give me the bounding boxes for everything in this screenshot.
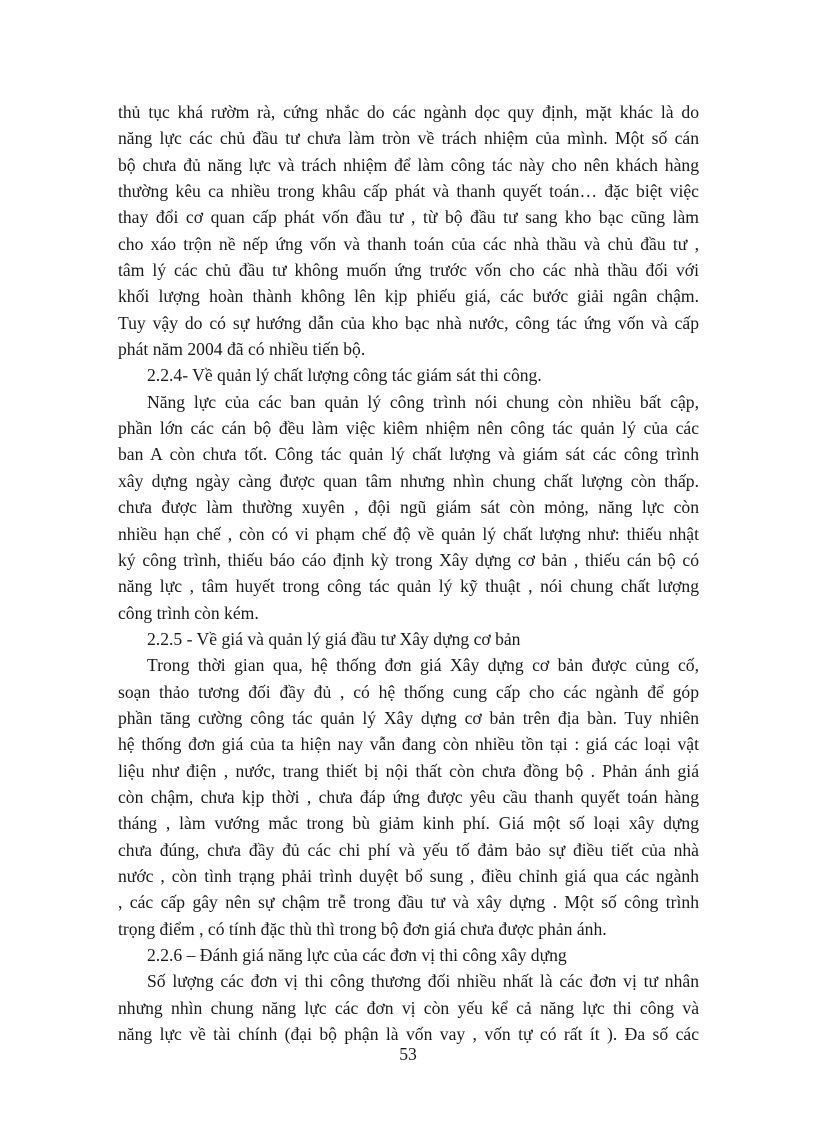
text-line: thủ tục khá rườm rà, cứng nhắc do các ngành dọc quy định, mặt khác là do (118, 102, 699, 122)
text-line: thường kêu ca nhiều trong khâu cấp phát và thanh quyết toán… đặc biệt việc (118, 181, 699, 202)
text-line: ký công trình, thiếu báo cáo định kỳ trong Xây dựng cơ bản , thiếu cán bộ có (118, 549, 699, 570)
text-line: phần lớn các cán bộ đều làm việc kiêm nhiệm nên công tác quản lý của các (118, 418, 699, 439)
text-line: Năng lực của các ban quản lý công trình nói chung còn nhiều bất cập, (147, 391, 699, 412)
text-line: khối lượng hoàn thành không lên kịp phiếu giá, các bước giải ngân chậm. (118, 286, 699, 307)
text-line: năng lực , tâm huyết trong công tác quản lý kỹ thuật , nói chung chất lượng (118, 576, 699, 597)
text-line: cho xáo trộn nề nếp ứng vốn và thanh toán của các nhà thầu và chủ đầu tư , (118, 233, 699, 254)
text-line: 2.2.6 – Đánh giá năng lực của các đơn vị thi công xây dựng (147, 945, 567, 965)
text-line: phát năm 2004 đã có nhiều tiến bộ. (118, 339, 366, 360)
text-line: còn chậm, chưa kịp thời , chưa đáp ứng được yêu cầu thanh quyết toán hàng (118, 786, 699, 807)
text-line: nhưng nhìn chung năng lực các đơn vị còn yếu kể cả năng lực thi công và (118, 997, 699, 1018)
text-line: tâm lý các chủ đầu tư không muốn ứng trước vốn cho các nhà thầu đối với (118, 260, 699, 281)
text-line: năng lực về tài chính (đại bộ phận là vốn vay , vốn tự có rất ít ). Đa số các (118, 1024, 699, 1045)
text-line: liệu như điện , nước, trang thiết bị nội thất còn chưa đồng bộ . Phản ánh giá (118, 760, 699, 781)
text-line: xây dựng ngày càng được quan tâm nhưng nhìn chung chất lượng còn thấp. (118, 470, 699, 491)
text-line: Trong thời gian qua, hệ thống đơn giá Xây dựng cơ bản được củng cố, (147, 655, 699, 676)
text-line: ban A còn chưa tốt. Công tác quản lý chất lượng và giám sát các công trình (118, 444, 699, 465)
text-line: nước , còn tình trạng phải trình duyệt bổ sung , điều chỉnh giá qua các ngành (118, 865, 699, 886)
text-line: hệ thống đơn giá của ta hiện nay vẫn đang còn nhiều tồn tại : giá các loại vật (118, 734, 699, 755)
text-line: chưa đúng, chưa đầy đủ các chi phí và yếu tố đảm bảo sự điều tiết của nhà (118, 839, 699, 860)
page-number: 53 (399, 1044, 417, 1064)
text-line: chưa được làm thường xuyên , đội ngũ giám sát còn mỏng, năng lực còn (118, 497, 699, 518)
text-line: 2.2.5 - Về giá và quản lý giá đầu tư Xây dựng cơ bản (147, 628, 521, 649)
text-line: tháng , làm vướng mắc trong bù giảm kinh phí. Giá một số loại xây dựng (118, 813, 699, 834)
text-line: phần tăng cường công tác quản lý Xây dựng cơ bản trên địa bàn. Tuy nhiên (118, 707, 699, 728)
text-line: 2.2.4- Về quản lý chất lượng công tác giám sát thi công. (147, 365, 542, 386)
text-line: công trình còn kém. (118, 602, 259, 623)
text-line: Số lượng các đơn vị thi công thương đối nhiều nhất là các đơn vị tư nhân (147, 971, 699, 992)
document-page (118, 99, 699, 1047)
text-line: Tuy vậy do có sự hướng dẫn của kho bạc nhà nước, công tác ứng vốn và cấp (118, 312, 699, 333)
text-line: thay đổi cơ quan cấp phát vốn đầu tư , từ bộ đầu tư sang kho bạc cũng làm (118, 207, 699, 228)
text-line: soạn thảo tương đối đầy đủ , có hệ thống cung cấp cho các ngành để góp (118, 681, 699, 702)
text-line: , các cấp gây nên sự chậm trễ trong đầu tư và xây dựng . Một số công trình (118, 892, 699, 913)
text-line: bộ chưa đủ năng lực và trách nhiệm để làm công tác này cho nên khách hàng (118, 154, 699, 175)
text-line: trọng điểm , có tính đặc thù thì trong bộ đơn giá chưa được phản ánh. (118, 918, 607, 939)
text-line: nhiều hạn chế , còn có vi phạm chế độ về quản lý chất lượng như: thiếu nhật (118, 523, 699, 544)
text-line: năng lực các chủ đầu tư chưa làm tròn về trách nhiệm của mình. Một số cán (118, 128, 699, 149)
